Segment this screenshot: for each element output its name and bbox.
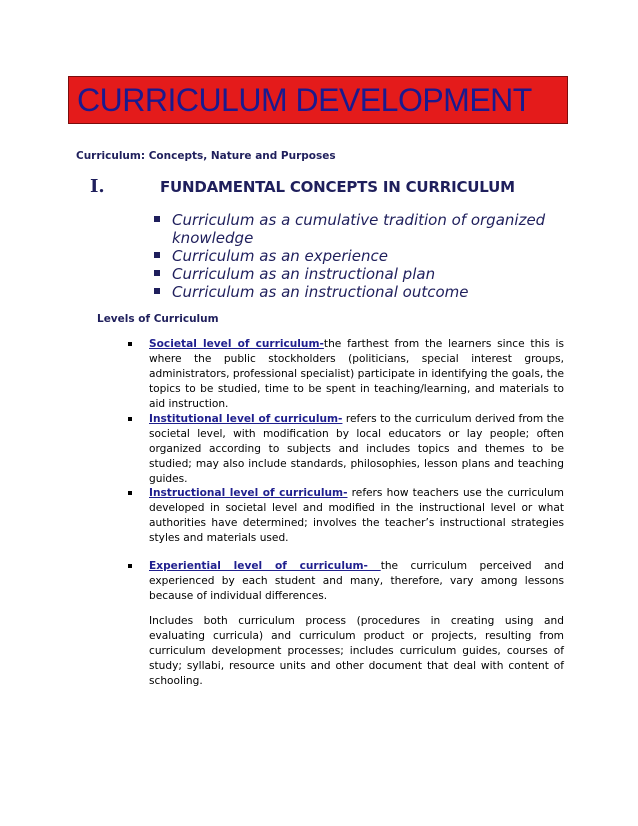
level-body [149, 412, 564, 487]
list-item [150, 283, 570, 301]
level-description: the farthest from the learners since this is where the public stockholders (politicians, special interest groups, administrators, professional specialist) participate in identifying the goals, the topics to be studied, time to be spent in teaching/learning, and materials to aid instruction. [149, 338, 564, 410]
square-bullet-icon [154, 288, 160, 294]
square-bullet-icon [154, 252, 160, 258]
concept-text: Curriculum as an experience [172, 247, 388, 265]
list-item [150, 211, 570, 247]
section-numeral: I. [90, 176, 105, 197]
page-title: CURRICULUM DEVELOPMENT [77, 82, 532, 118]
level-item-experiential [128, 559, 564, 604]
square-bullet-icon [154, 270, 160, 276]
square-bullet-icon [128, 491, 132, 495]
concept-text: Curriculum as a cumulative tradition of organized knowledge [172, 211, 546, 247]
square-bullet-icon [128, 342, 132, 346]
level-term: Institutional level of curriculum- [149, 413, 343, 425]
includes-paragraph: Includes both curriculum process (procedures in creating using and evaluating curricula) and curriculum product or projects, resulting from curriculum development processes; includes curriculum guides, courses of study; syllabi, resource units and other document that deal with content of schooling. [149, 615, 564, 687]
level-item-societal [128, 337, 564, 412]
level-description: refers how teachers use the curriculum developed in societal level and modified in the instructional level or what authorities have determined; involves the teacher’s instructional strategies styles and materials used. [149, 487, 564, 544]
level-description: the curriculum perceived and experienced by each student and many, therefore, vary among lessons because of individual differences. [149, 560, 564, 602]
section-heading [90, 176, 590, 200]
subtitle: Curriculum: Concepts, Nature and Purposes [76, 150, 336, 162]
levels-heading: Levels of Curriculum [97, 313, 219, 325]
concept-text: Curriculum as an instructional plan [172, 265, 436, 283]
level-body [149, 559, 564, 604]
level-item-instructional [128, 486, 564, 546]
concepts-list [150, 211, 570, 301]
level-description: refers to the curriculum derived from the societal level, with modification by local educators or lay people; often organized according to subjects and includes topics and themes to be studied; may also include standards, philosophies, lesson plans and teaching guides. [149, 413, 564, 485]
title-banner [68, 76, 568, 124]
level-item-institutional [128, 412, 564, 487]
level-term: Societal level of curriculum- [149, 338, 324, 350]
square-bullet-icon [154, 216, 160, 222]
level-term: Instructional level of curriculum- [149, 487, 348, 499]
level-term: Experiential level of curriculum- [149, 560, 381, 572]
concept-text: Curriculum as an instructional outcome [172, 283, 469, 301]
list-item [150, 265, 570, 283]
level-body [149, 337, 564, 412]
square-bullet-icon [128, 564, 132, 568]
level-body [149, 486, 564, 546]
section-heading-text: FUNDAMENTAL CONCEPTS IN CURRICULUM [160, 178, 515, 196]
square-bullet-icon [128, 417, 132, 421]
list-item [150, 247, 570, 265]
